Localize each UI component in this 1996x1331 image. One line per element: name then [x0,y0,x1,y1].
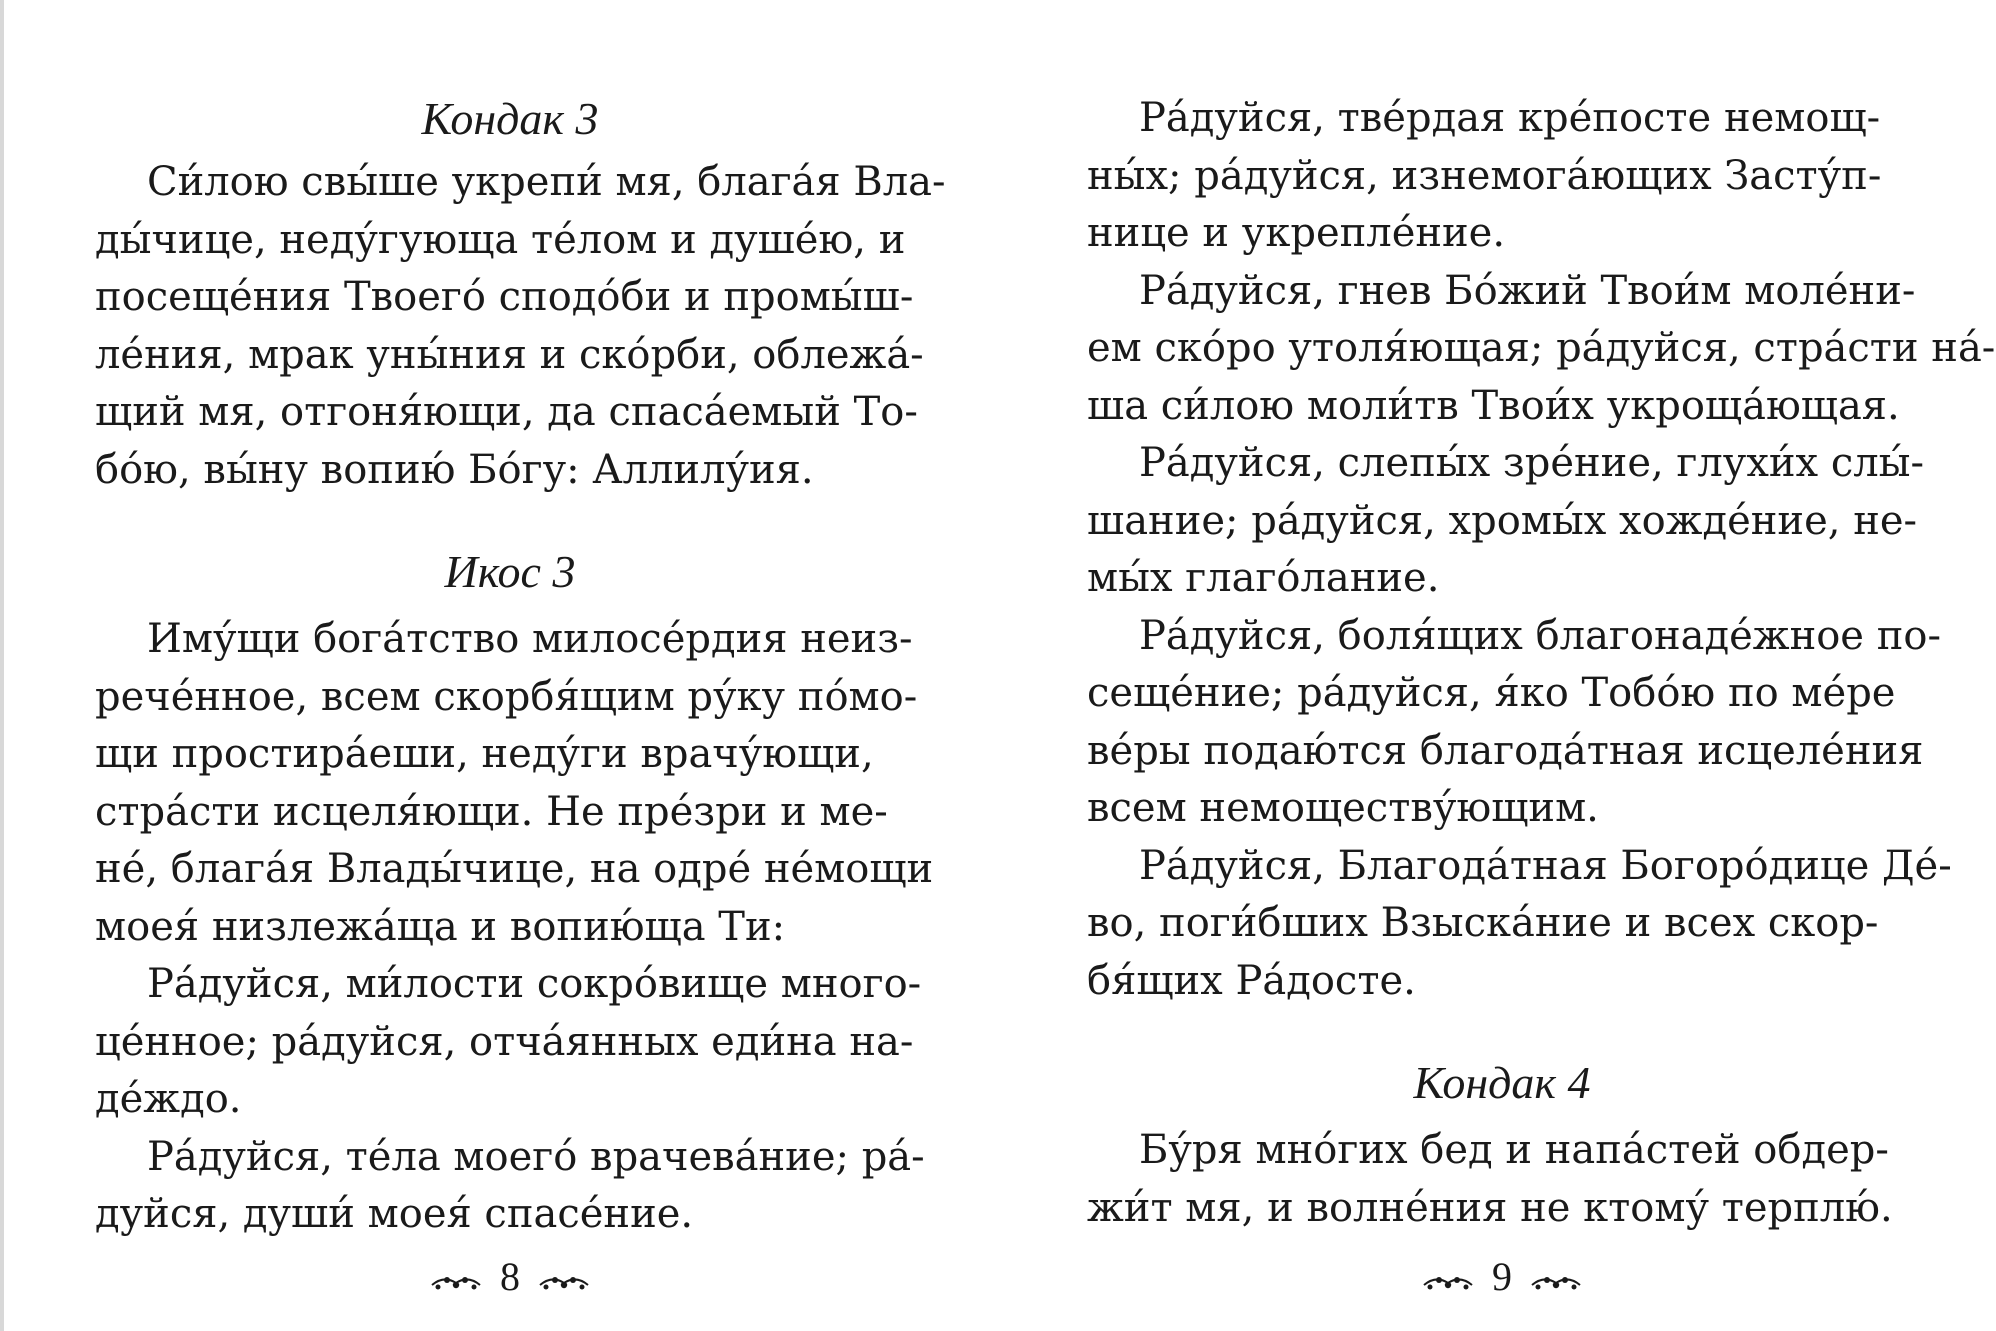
text-line: шание; ра́дуйся, хромы́х хожде́ние, не- [1087,497,1918,544]
ornament-right-icon [538,1270,590,1292]
text-line: всем немоществу́ющим. [1087,785,1599,831]
ikos-3-continued-paragraph [1087,263,1996,436]
text-line: Ра́дуйся, гнев Бо́жий Твои́м моле́ни- [1139,267,1916,314]
text-line: ны́х; ра́дуйся, изнемога́ющих Засту́п- [1087,152,1882,199]
text-line: бо́ю, вы́ну вопию́ Бо́гу: Аллилу́ия. [95,446,814,493]
text-line: Ра́дуйся, слепы́х зре́ние, глухи́х слы́- [1139,440,1924,486]
ornament-left-icon [1422,1270,1474,1292]
kondak-3-text [95,154,946,499]
text-line: стра́сти исцеля́ющи. Не пре́зри и ме- [95,788,888,835]
text-line: моея́ низлежа́ща и вопию́ща Ти: [95,903,786,950]
ikos-3-paragraph [95,1129,925,1244]
text-line: рече́нное, всем скорбя́щим ру́ку по́мо- [95,673,918,720]
ikos-3-paragraph [95,956,925,1129]
text-line: во, поги́бших Взыска́ние и всех скор- [1087,900,1879,946]
text-line: Ра́дуйся, тве́рдая кре́посте немощ- [1139,95,1881,141]
text-line: Си́лою свы́ше укрепи́ мя, блага́я Вла- [147,159,946,205]
text-line: Ра́дуйся, боля́щих благонаде́жное по- [1139,612,1941,659]
text-line: ды́чице, неду́гующа те́лом и душе́ю, и [95,216,906,263]
text-line: Ра́дуйся, ми́лости сокро́вище много- [147,961,922,1007]
text-line: не́, блага́я Влады́чице, на одре́ не́мощи [95,846,934,892]
text-line: це́нное; ра́дуйся, отча́янных еди́на на- [95,1018,914,1065]
kondak-3-heading: Кондак 3 [421,93,599,144]
ikos-3-continued-paragraph [1087,90,1917,263]
text-line: мы́х глаго́лание. [1087,555,1440,601]
ikos-3-heading: Икос 3 [444,546,576,597]
page-number: 9 [1492,1254,1512,1299]
text-line: ве́ры подаю́тся благода́тная исцеле́ния [1087,727,1924,774]
text-line: нице и укрепле́ние. [1087,210,1506,256]
ornament-right-icon [1530,1270,1582,1292]
ikos-3-continued-paragraph [1087,608,1941,838]
left-page [95,90,946,1244]
page-number-right [1087,1252,1917,1302]
text-line: Бу́ря мно́гих бед и напа́стей обдер- [1139,1127,1889,1173]
right-page [1087,90,1996,1237]
kondak-4-heading: Кондак 4 [1413,1057,1591,1108]
page-number-left [95,1252,925,1302]
ikos-3-continued-paragraph [1087,838,1952,1011]
text-line: сеще́ние; ра́дуйся, я́ко Тобо́ю по ме́ре [1087,670,1896,716]
text-line: Ра́дуйся, те́ла моего́ врачева́ние; ра́- [147,1133,925,1180]
kondak-4-text [1087,1122,1917,1237]
text-line: бя́щих Ра́досте. [1087,957,1416,1004]
text-line: дуйся, души́ моея́ спасе́ние. [95,1191,694,1237]
page-edge [0,0,4,1331]
ikos-3-continued-paragraph [1087,435,1924,608]
text-line: щий мя, отгоня́ющи, да спаса́емый То- [95,389,918,435]
text-line: Ра́дуйся, Благода́тная Богоро́дице Де́- [1139,842,1952,889]
text-line: ле́ния, мрак уны́ния и ско́рби, облежа́- [95,331,924,378]
text-line: ем ско́ро утоля́ющая; ра́дуйся, стра́сти на́- [1087,325,1996,371]
text-line: щи простира́еши, неду́ги врачу́ющи, [95,731,874,777]
text-line: ша си́лою моли́тв Твои́х укроща́ющая. [1087,382,1900,429]
text-line: де́ждо. [95,1076,242,1122]
text-line: Иму́щи бога́тство милосе́рдия неиз- [147,616,913,662]
page-number: 8 [500,1254,520,1299]
ikos-3-paragraph [95,611,934,956]
text-line: посеще́ния Твоего́ сподо́би и промы́ш- [95,274,914,320]
ornament-left-icon [430,1270,482,1292]
text-line: жи́т мя, и волне́ния не ктому́ терплю́. [1087,1184,1893,1231]
